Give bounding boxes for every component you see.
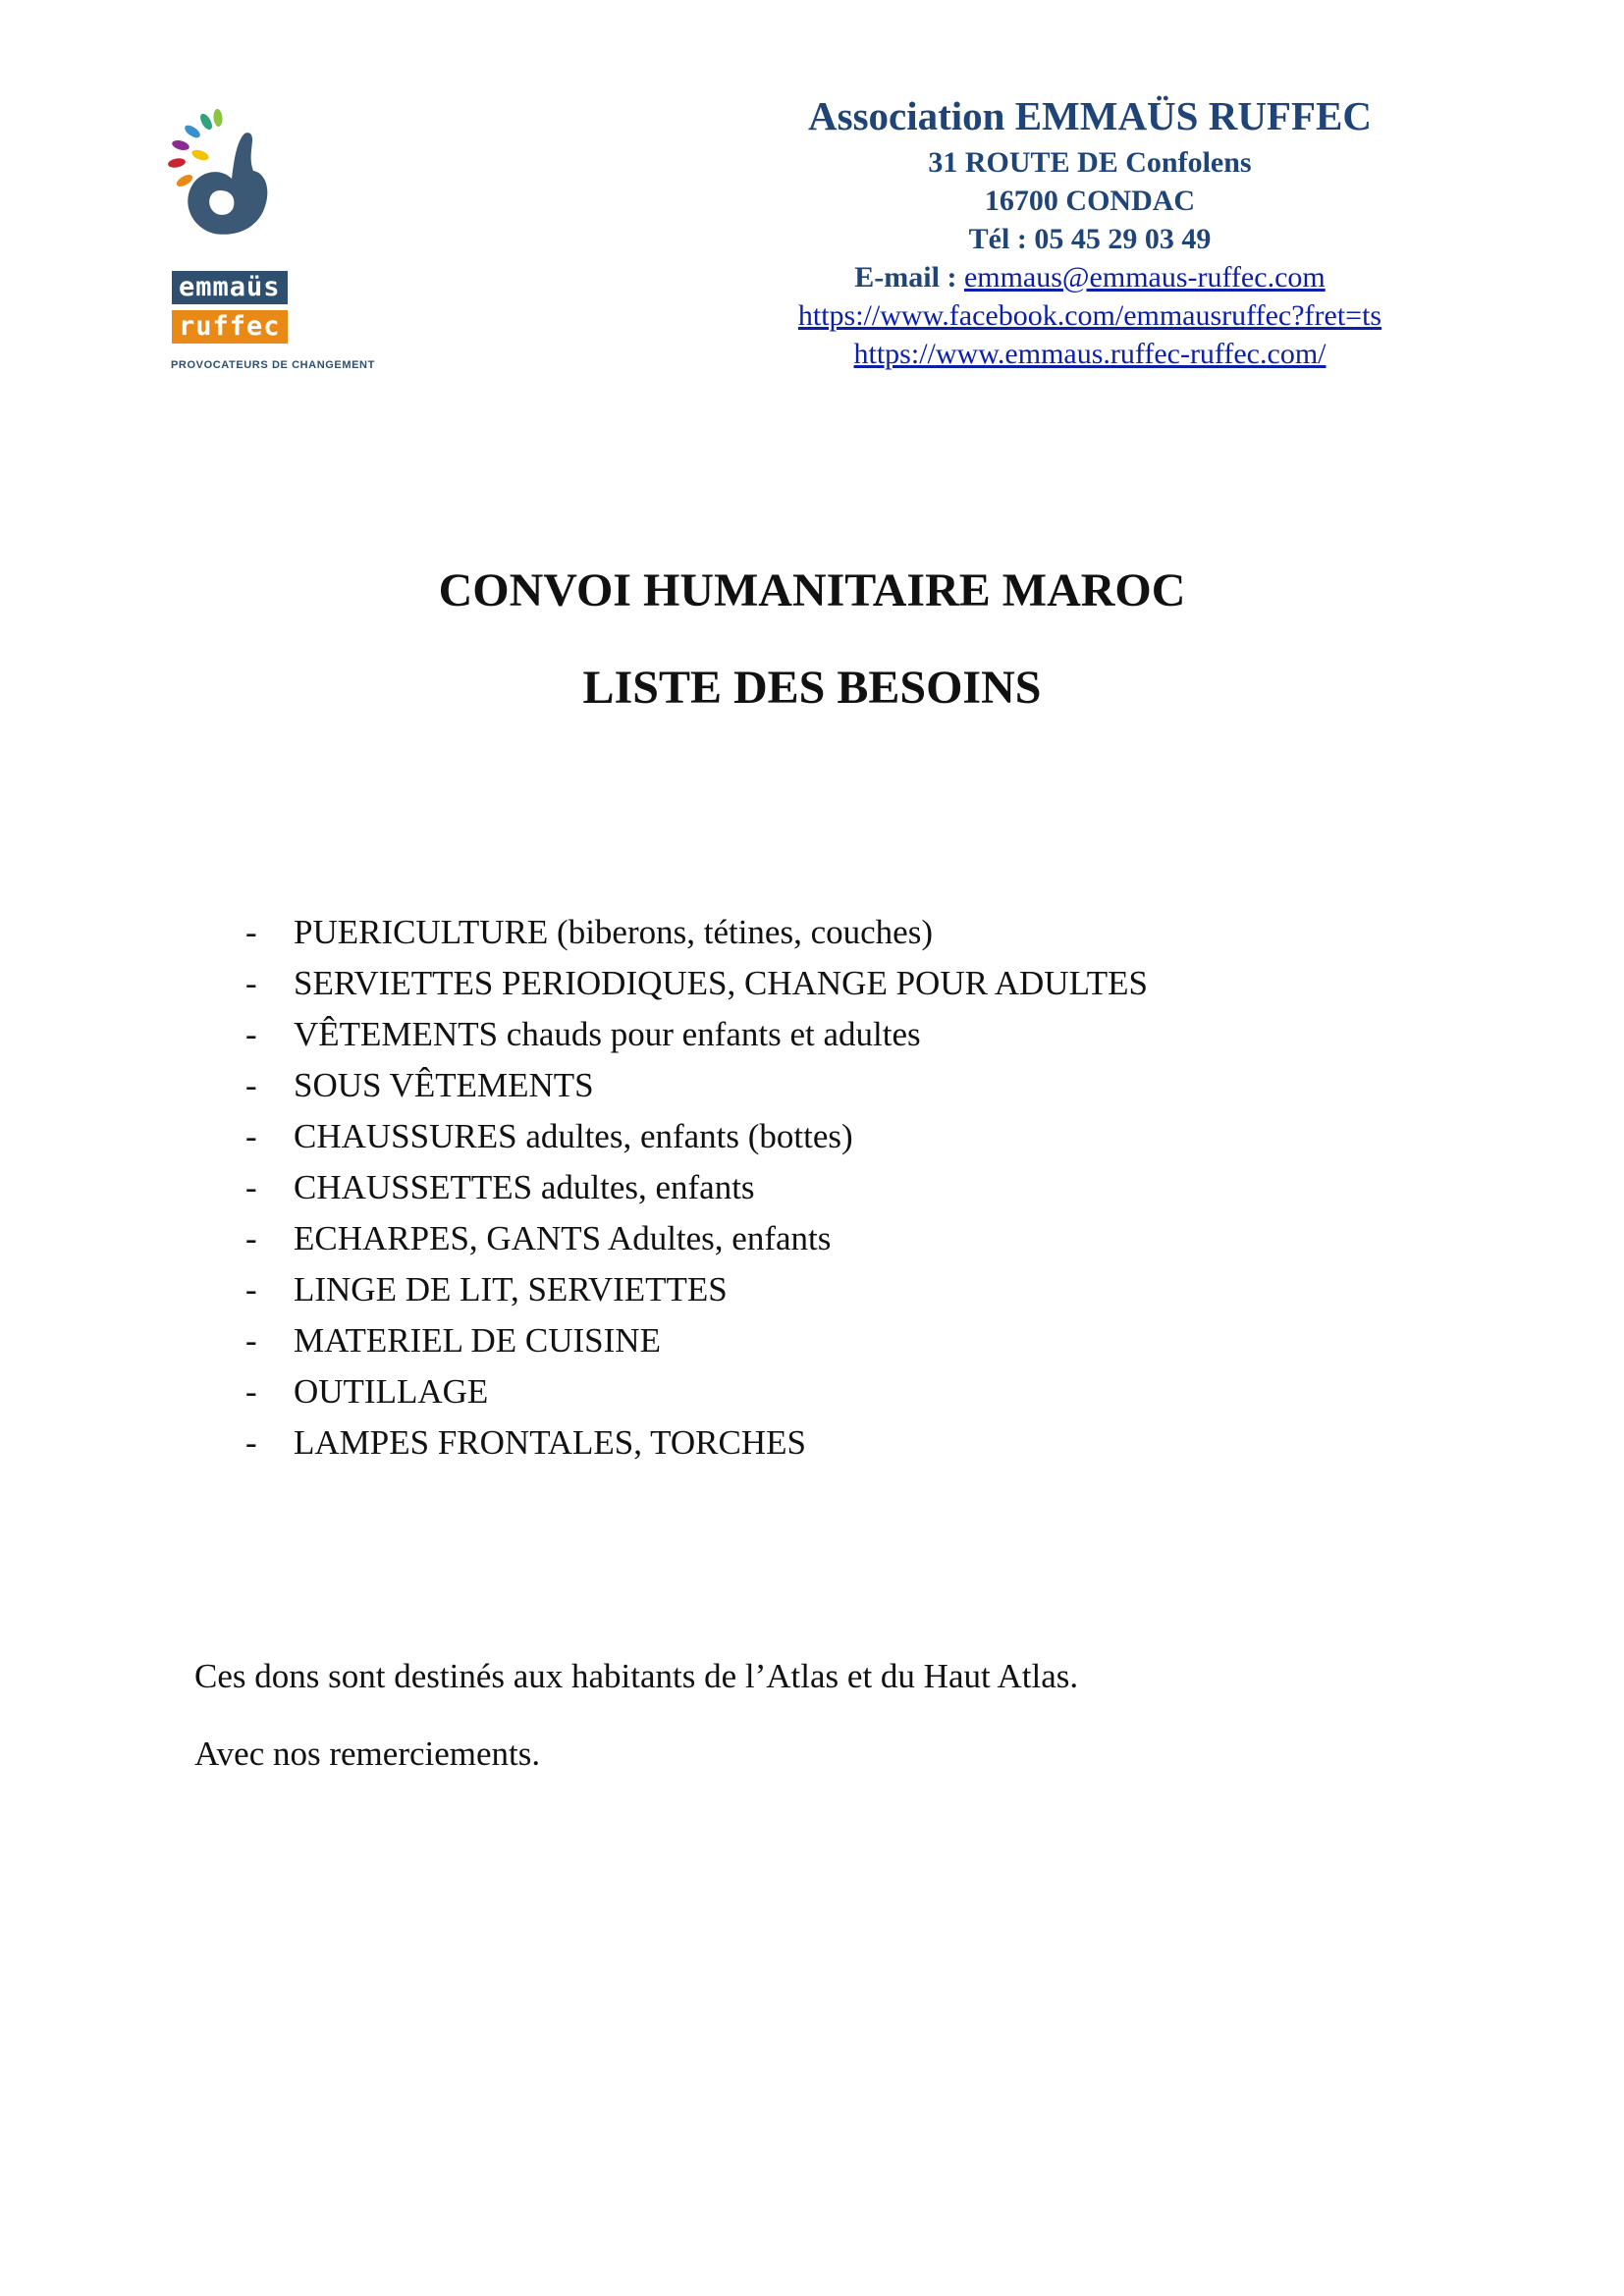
list-item bbox=[245, 958, 1148, 1009]
list-bullet: - bbox=[245, 1066, 257, 1104]
list-item-text: SOUS VÊTEMENTS bbox=[294, 1066, 594, 1104]
list-item-text: LAMPES FRONTALES, TORCHES bbox=[294, 1423, 806, 1462]
emmaus-ruffec-logo bbox=[163, 108, 418, 378]
hand-petals-icon bbox=[163, 108, 310, 265]
logo-tagline: PROVOCATEURS DE CHANGEMENT bbox=[171, 359, 375, 371]
list-item-text: ECHARPES, GANTS Adultes, enfants bbox=[294, 1219, 832, 1257]
phone-line: Tél : 05 45 29 03 49 bbox=[968, 223, 1212, 255]
logo-word-emmaus: emmaüs bbox=[172, 271, 288, 304]
association-header bbox=[707, 88, 1473, 373]
list-item bbox=[245, 1009, 1148, 1060]
email-link[interactable]: emmaus@emmaus-ruffec.com bbox=[963, 261, 1326, 294]
list-bullet: - bbox=[245, 1321, 257, 1360]
list-item-text: MATERIEL DE CUISINE bbox=[294, 1321, 661, 1360]
list-item-text: CHAUSSETTES adultes, enfants bbox=[294, 1168, 755, 1206]
list-bullet: - bbox=[245, 1270, 257, 1308]
list-item bbox=[245, 1264, 1148, 1315]
logo-petal bbox=[175, 173, 194, 189]
needs-list bbox=[245, 907, 1148, 1468]
list-item bbox=[245, 907, 1148, 958]
list-item-text: SERVIETTES PERIODIQUES, CHANGE POUR ADULTES bbox=[294, 964, 1148, 1002]
list-item bbox=[245, 1162, 1148, 1213]
list-bullet: - bbox=[245, 1015, 257, 1053]
list-bullet: - bbox=[245, 1117, 257, 1155]
list-item bbox=[245, 1111, 1148, 1162]
city-line: 16700 CONDAC bbox=[984, 185, 1196, 217]
list-bullet: - bbox=[245, 1168, 257, 1206]
logo-petal bbox=[190, 148, 210, 163]
logo-petal bbox=[198, 112, 215, 132]
list-item-text: LINGE DE LIT, SERVIETTES bbox=[294, 1270, 728, 1308]
list-bullet: - bbox=[245, 1372, 257, 1411]
page-subtitle: LISTE DES BESOINS bbox=[582, 662, 1042, 714]
logo-petal bbox=[167, 157, 186, 169]
logo-petal bbox=[171, 138, 190, 151]
list-item bbox=[245, 1366, 1148, 1417]
list-item-text: OUTILLAGE bbox=[294, 1372, 489, 1411]
list-bullet: - bbox=[245, 964, 257, 1002]
logo-petal bbox=[183, 123, 202, 140]
list-item bbox=[245, 1213, 1148, 1264]
closing-thanks: Avec nos remerciements. bbox=[194, 1735, 541, 1773]
email-label: E-mail : bbox=[854, 261, 964, 294]
list-item bbox=[245, 1060, 1148, 1111]
logo-word-ruffec: ruffec bbox=[172, 310, 288, 344]
website-link[interactable]: https://www.emmaus.ruffec-ruffec.com/ bbox=[853, 338, 1326, 370]
facebook-link[interactable]: https://www.facebook.com/emmausruffec?fret=ts bbox=[797, 299, 1382, 332]
list-item-text: VÊTEMENTS chauds pour enfants et adultes bbox=[294, 1015, 921, 1053]
email-line bbox=[707, 258, 1473, 296]
list-bullet: - bbox=[245, 1219, 257, 1257]
logo-petal bbox=[213, 109, 224, 128]
list-item bbox=[245, 1315, 1148, 1366]
list-item-text: CHAUSSURES adultes, enfants (bottes) bbox=[294, 1117, 853, 1155]
address-line: 31 ROUTE DE Confolens bbox=[928, 146, 1252, 179]
association-name: Association EMMAÜS RUFFEC bbox=[808, 93, 1372, 138]
list-bullet: - bbox=[245, 913, 257, 951]
page-title: CONVOI HUMANITAIRE MAROC bbox=[438, 564, 1186, 616]
closing-paragraph: Ces dons sont destinés aux habitants de l’Atlas et du Haut Atlas. bbox=[194, 1657, 1079, 1695]
list-item-text: PUERICULTURE (biberons, tétines, couches) bbox=[294, 913, 933, 951]
list-bullet: - bbox=[245, 1423, 257, 1462]
list-item bbox=[245, 1417, 1148, 1468]
